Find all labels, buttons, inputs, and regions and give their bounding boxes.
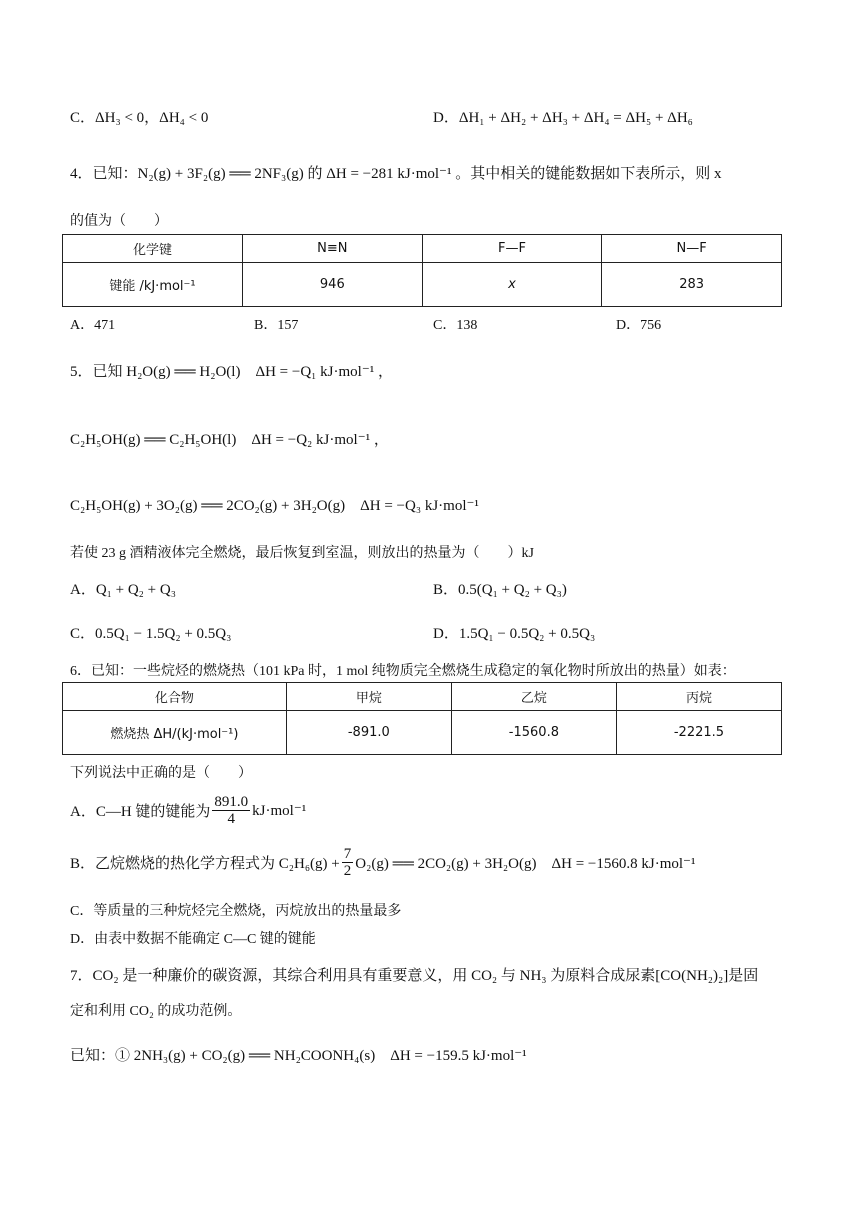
table-header-cell: 丙烷 bbox=[616, 683, 781, 711]
fraction-denominator: 2 bbox=[343, 863, 352, 879]
table-header-cell: F—F bbox=[422, 235, 602, 263]
table-header-cell: 乙烷 bbox=[451, 683, 616, 711]
q6-option-b bbox=[70, 846, 695, 879]
q5-option-b: B．0.5(Q₁ + Q₂ + Q₃) bbox=[433, 582, 567, 598]
table-cell: 283 bbox=[602, 263, 782, 307]
bond-energy-table bbox=[62, 234, 782, 307]
fraction-denominator: 4 bbox=[227, 811, 236, 827]
q6-option-d: D．由表中数据不能确定 C—C 键的键能 bbox=[70, 932, 316, 947]
q4-option-c: C．138 bbox=[433, 318, 478, 333]
q6-option-a bbox=[70, 794, 306, 827]
table-header-cell: 化学键 bbox=[63, 235, 243, 263]
q4-stem-line1: 4．已知：N₂(g) + 3F₂(g) ══ 2NF₃(g) 的 ΔH = −281 kJ·mol⁻¹ 。其中相关的键能数据如下表所示，则 x bbox=[70, 166, 722, 182]
fraction-numerator: 7 bbox=[343, 846, 352, 862]
q4-option-a: A．471 bbox=[70, 318, 116, 333]
table-header-cell: 化合物 bbox=[63, 683, 287, 711]
q5-option-d: D．1.5Q₁ − 0.5Q₂ + 0.5Q₃ bbox=[433, 626, 596, 642]
table-cell: -1560.8 bbox=[451, 711, 616, 755]
table-cell: x bbox=[422, 263, 602, 307]
q6-stem: 6．已知：一些烷烃的燃烧热（101 kPa 时，1 mol 纯物质完全燃烧生成稳定的氧化物时所放出的热量）如表： bbox=[70, 664, 736, 679]
q6-question: 下列说法中正确的是（ ） bbox=[70, 766, 252, 781]
q4-option-b: B．157 bbox=[254, 318, 299, 333]
q5-option-c: C．0.5Q₁ − 1.5Q₂ + 0.5Q₃ bbox=[70, 626, 232, 642]
q3-option-d: D．ΔH₁ + ΔH₂ + ΔH₃ + ΔH₄ = ΔH₅ + ΔH₆ bbox=[433, 110, 693, 126]
q3-option-c: C．ΔH₃ < 0，ΔH₄ < 0 bbox=[70, 110, 209, 126]
q5-line3: C₂H₅OH(g) + 3O₂(g) ══ 2CO₂(g) + 3H₂O(g) ΔH = −Q₃ kJ·mol⁻¹ bbox=[70, 498, 479, 514]
q5-line1: 5．已知 H₂O(g) ══ H₂O(l) ΔH = −Q₁ kJ·mol⁻¹ ， bbox=[70, 364, 393, 380]
q7-line1: 7．CO₂ 是一种廉价的碳资源，其综合利用具有重要意义，用 CO₂ 与 NH₃ 为原料合成尿素[CO(NH₂)₂]是固 bbox=[70, 968, 759, 984]
table-cell: -891.0 bbox=[286, 711, 451, 755]
table-row-label: 键能 /kJ·mol⁻¹ bbox=[63, 263, 243, 307]
q4-option-d: D．756 bbox=[616, 318, 662, 333]
q6-option-c: C．等质量的三种烷烃完全燃烧，丙烷放出的热量最多 bbox=[70, 904, 402, 919]
fraction bbox=[342, 846, 354, 879]
table-row-label: 燃烧热 ΔH/(kJ·mol⁻¹) bbox=[63, 711, 287, 755]
q6-option-b-suffix: O₂(g) ══ 2CO₂(g) + 3H₂O(g) ΔH = −1560.8 kJ·mol⁻¹ bbox=[355, 856, 696, 872]
q6-option-b-prefix: B．乙烷燃烧的热化学方程式为 C₂H₆(g) + bbox=[70, 856, 340, 872]
combustion-heat-table bbox=[62, 682, 782, 755]
q7-line3: 已知：① 2NH₃(g) + CO₂(g) ══ NH₂COONH₄(s) ΔH = −159.5 kJ·mol⁻¹ bbox=[70, 1048, 527, 1064]
q6-option-a-unit: kJ·mol⁻¹ bbox=[252, 803, 307, 819]
table-cell: -2221.5 bbox=[616, 711, 781, 755]
q5-line4: 若使 23 g 酒精液体完全燃烧，最后恢复到室温，则放出的热量为（ ）kJ bbox=[70, 546, 534, 561]
q6-option-a-prefix: A．C—H 键的键能为 bbox=[70, 804, 211, 820]
table-cell: 946 bbox=[242, 263, 422, 307]
table-header-cell: 甲烷 bbox=[286, 683, 451, 711]
fraction bbox=[212, 794, 250, 827]
table-header-cell: N≡N bbox=[242, 235, 422, 263]
fraction-numerator: 891.0 bbox=[214, 794, 249, 810]
table-header-cell: N—F bbox=[602, 235, 782, 263]
q7-line2: 定和利用 CO₂ 的成功范例。 bbox=[70, 1004, 242, 1019]
q5-option-a: A．Q₁ + Q₂ + Q₃ bbox=[70, 582, 176, 598]
q5-line2: C₂H₅OH(g) ══ C₂H₅OH(l) ΔH = −Q₂ kJ·mol⁻¹ ， bbox=[70, 432, 389, 448]
q4-stem-line2: 的值为（ ） bbox=[70, 214, 168, 229]
